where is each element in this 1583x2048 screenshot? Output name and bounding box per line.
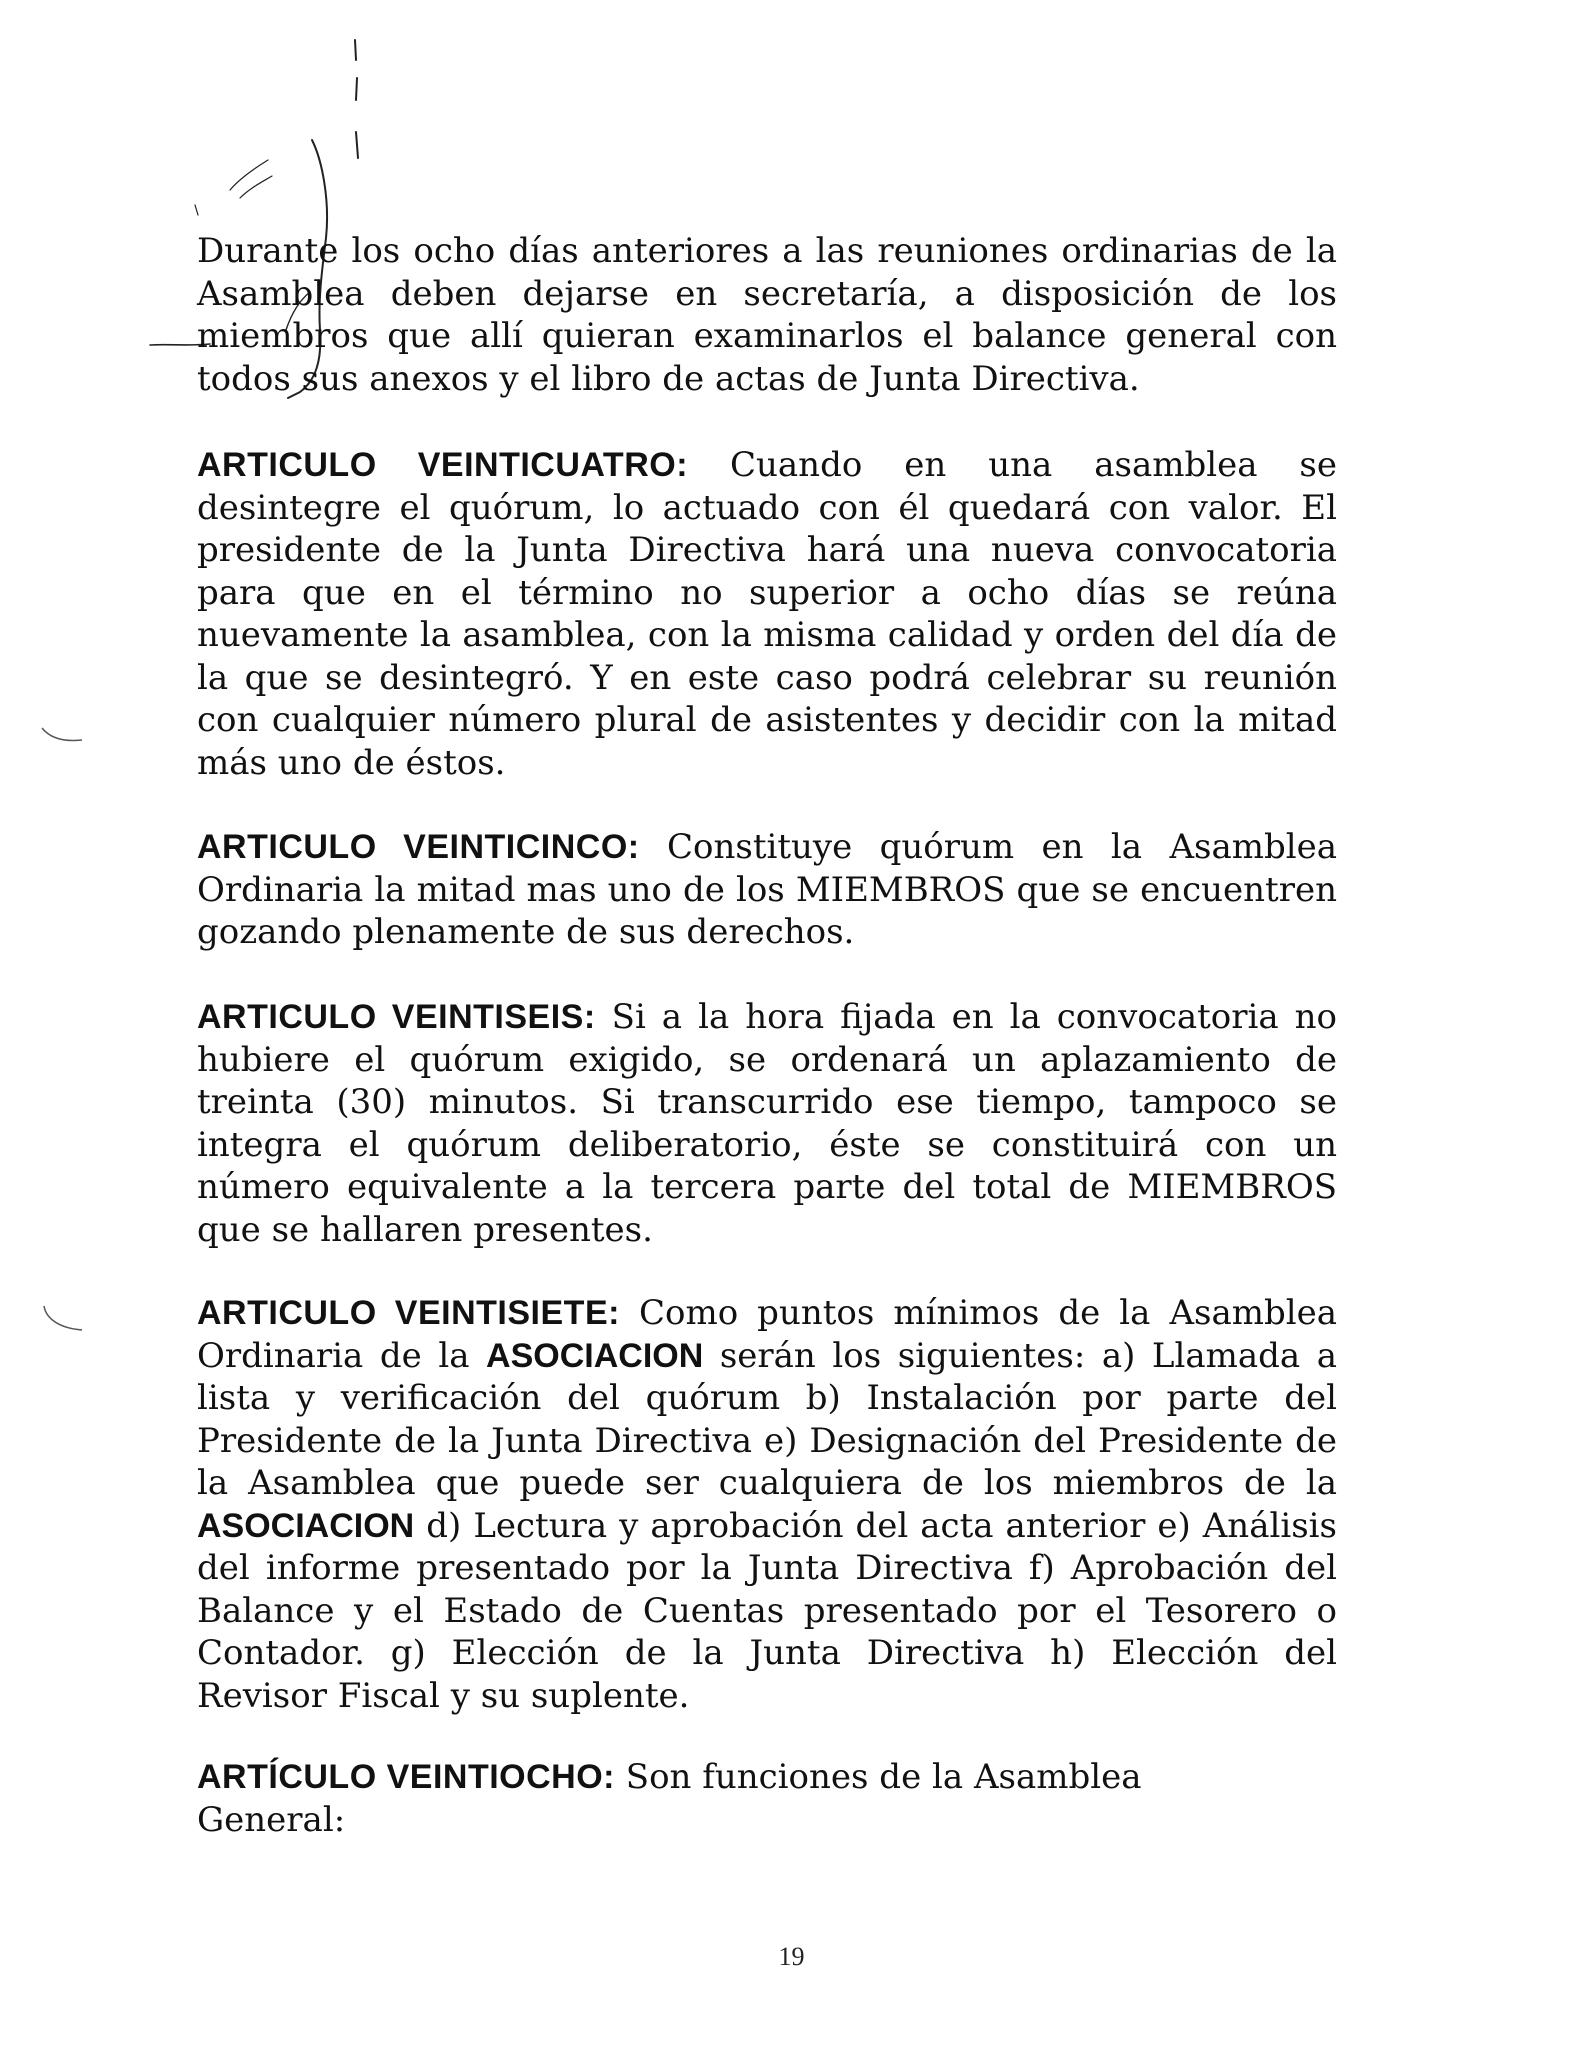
margin-scan-mark-lower: [38, 1300, 88, 1340]
article-27-text-3: d) Lectura y aprobación del acta anterior e) Análisis del informe presentado por la Junta Directiva f) Aprobación del Balance y el Estado de Cuentas presentado por el Tesorero o Contador. g) Elección de la Junta Directiva h) Elección del Revisor Fiscal y su suplente.: [197, 1505, 1337, 1716]
article-28-body: Son funciones de la Asamblea General:: [197, 1757, 1142, 1840]
article-27-paragraph: [197, 1292, 1337, 1717]
intro-text: Durante los ocho días anteriores a las reuniones ordinarias de la Asamblea deben dejarse en secretaría, a disposición de los miembros que allí quieran examinarlos el balance general con todos sus anexos y el libro de actas de Junta Directiva.: [197, 231, 1337, 399]
article-24-heading: ARTICULO VEINTICUATRO:: [197, 446, 689, 484]
article-28-paragraph: [197, 1756, 1237, 1841]
article-26-body: Si a la hora fijada en la convocatoria no hubiere el quórum exigido, se ordenará un aplazamiento de treinta (30) minutos. Si transcurrido ese tiempo, tampoco se integra el quórum deliberatorio, éste se constituirá con un número equivalente a la tercera parte del total de MIEMBROS que se hallaren presentes.: [197, 997, 1338, 1250]
margin-scan-mark-upper: [38, 720, 88, 750]
article-27-heading: ARTICULO VEINTISIETE:: [197, 1294, 620, 1332]
article-24-body: Cuando en una asamblea se desintegre el quórum, lo actuado con él quedará con valor. El presidente de la Junta Directiva hará una nueva convocatoria para que en el término no superior a ocho días se reúna nuevamente la asamblea, con la misma calidad y orden del día de la que se desintegró. Y en este caso podrá celebrar su reunión con cualquier número plural de asistentes y decidir con la mitad más uno de éstos.: [197, 445, 1337, 783]
article-26-paragraph: [197, 996, 1337, 1251]
article-25-paragraph: [197, 826, 1337, 954]
article-27-text-2: serán los siguientes: a) Llamada a lista y verificación del quórum b) Instalación por parte del Presidente de la Junta Directiva e) Designación del Presidente de la Asamblea que puede ser cualquiera de los miembros de la: [197, 1335, 1338, 1503]
article-28-heading: ARTÍCULO VEINTIOCHO:: [197, 1758, 615, 1796]
article-26-heading: ARTICULO VEINTISEIS:: [197, 998, 596, 1036]
article-27-asociacion-2: ASOCIACION: [197, 1506, 415, 1545]
article-25-heading: ARTICULO VEINTICINCO:: [197, 828, 640, 866]
intro-paragraph: [197, 230, 1337, 400]
page-number: 19: [778, 1942, 805, 1971]
article-27-asociacion-1: ASOCIACION: [486, 1336, 704, 1375]
article-24-paragraph: [197, 444, 1337, 784]
article-25-body: Constituye quórum en la Asamblea Ordinaria la mitad mas uno de los MIEMBROS que se encuentren gozando plenamente de sus derechos.: [197, 827, 1337, 952]
article-27-text-1: Como puntos mínimos de la Asamblea Ordinaria de la: [197, 1293, 1337, 1376]
